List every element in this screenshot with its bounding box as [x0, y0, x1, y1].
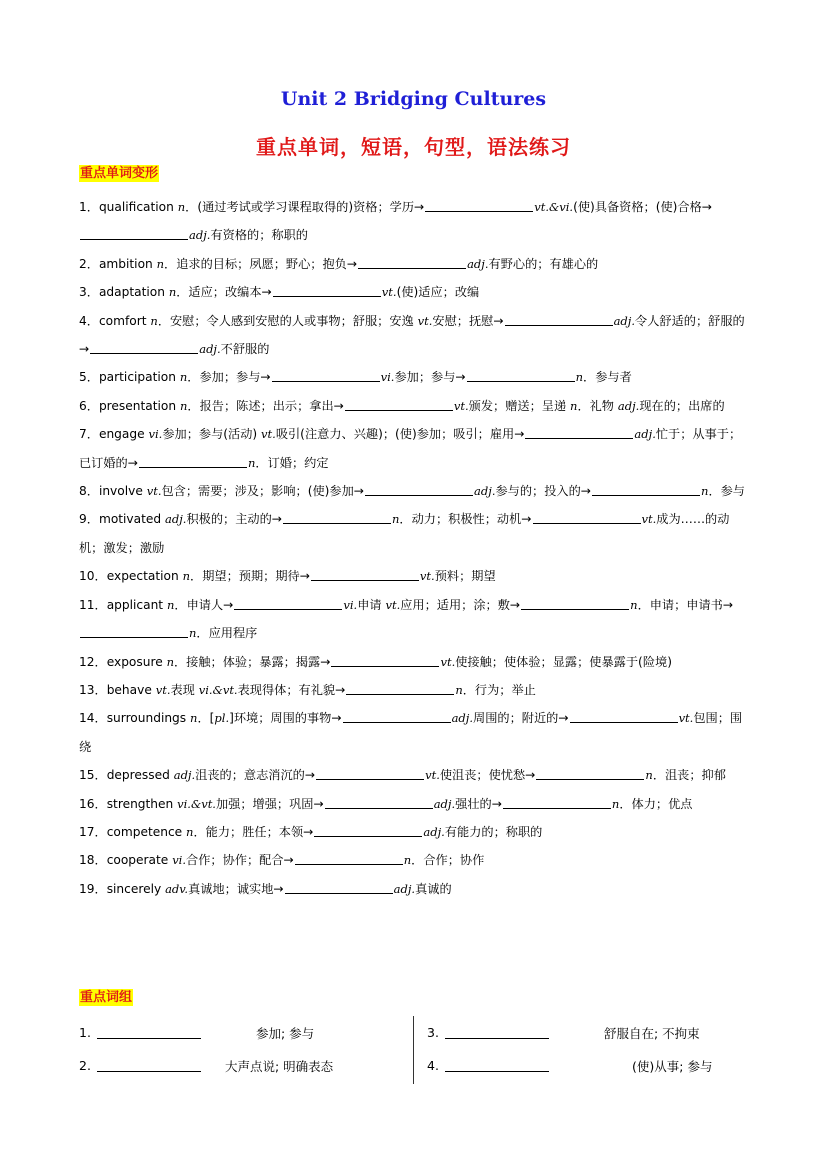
item-text: 参加；参与(活动) — [162, 427, 262, 442]
answer-blank[interactable] — [80, 226, 188, 240]
answer-blank[interactable] — [295, 851, 403, 865]
item-text: 不舒服的 — [220, 342, 270, 357]
item-text: 现在的；出席的 — [639, 398, 725, 413]
answer-blank[interactable] — [97, 1024, 201, 1039]
part-of-speech: vt.&vi. — [534, 200, 574, 214]
section-heading-phrases: 重点词组 — [80, 990, 133, 1005]
item-text: 11．applicant — [79, 597, 167, 612]
phrases-table — [79, 1016, 759, 1086]
part-of-speech: n — [701, 484, 709, 499]
part-of-speech: adj. — [173, 768, 196, 783]
part-of-speech: vi.&vt. — [177, 796, 216, 811]
part-of-speech: n — [570, 398, 578, 413]
phrase-item — [79, 1057, 334, 1074]
phrase-item — [427, 1057, 713, 1074]
item-text: 10．expectation — [79, 569, 183, 584]
answer-blank[interactable] — [316, 766, 424, 780]
answer-blank[interactable] — [592, 482, 700, 496]
answer-blank[interactable] — [345, 397, 453, 411]
item-text: 包含；需要；涉及；影响；(使)参加→ — [161, 484, 365, 499]
item-text: ．应用程序 — [196, 626, 258, 641]
answer-blank[interactable] — [536, 766, 644, 780]
item-text: ．体力；优点 — [619, 796, 693, 811]
item-text: ．订婚；约定 — [255, 455, 329, 470]
word-form-item — [79, 676, 751, 704]
answer-blank[interactable] — [285, 880, 393, 894]
word-form-item — [79, 875, 751, 903]
phrase-item — [79, 1024, 315, 1041]
answer-blank[interactable] — [505, 312, 613, 326]
item-text: ．期望；预期；期待→ — [190, 569, 310, 584]
item-text: 周围的；附近的→ — [473, 711, 569, 726]
part-of-speech: adj. — [199, 342, 221, 357]
word-form-item — [79, 818, 751, 846]
part-of-speech: n — [645, 768, 653, 783]
word-forms-list — [79, 193, 751, 903]
item-text: 吸引(注意力、兴趣)；(使)参加；吸引；雇用→ — [275, 427, 525, 442]
item-text: 6．presentation — [79, 398, 180, 413]
part-of-speech: n — [455, 682, 463, 697]
phrase-number: 3. — [427, 1025, 439, 1040]
answer-blank[interactable] — [234, 596, 342, 610]
word-form-item — [79, 193, 751, 250]
part-of-speech: n — [156, 256, 165, 271]
item-text: 申请 — [357, 597, 386, 612]
word-form-item — [79, 420, 751, 477]
item-text: 应用；适用；涂；敷→ — [400, 597, 521, 612]
part-of-speech: adv. — [165, 881, 189, 896]
item-text: 15．depressed — [79, 768, 174, 783]
item-text: ．参与者 — [583, 370, 632, 385]
word-form-item — [79, 562, 751, 590]
answer-blank[interactable] — [80, 624, 188, 638]
answer-blank[interactable] — [272, 368, 380, 382]
item-text: 强壮的→ — [455, 796, 502, 811]
part-of-speech: vt. — [417, 313, 433, 328]
item-text: ．合作；协作 — [411, 853, 485, 868]
part-of-speech: vt. — [385, 597, 401, 612]
part-of-speech: vi. — [380, 370, 395, 385]
item-text: 3．adaptation — [79, 285, 169, 300]
section-heading-word-forms: 重点单词变形 — [80, 166, 159, 181]
answer-blank[interactable] — [525, 425, 633, 439]
part-of-speech: vt. — [453, 398, 469, 413]
item-text: 忙于；从事于；已订婚的→ — [79, 427, 742, 470]
part-of-speech: vi.&vt. — [198, 682, 238, 697]
item-text: 使接触；使体验；显露；使暴露于(险境) — [455, 654, 672, 669]
phrase-meaning: 大声点说; 明确表态 — [225, 1059, 334, 1074]
item-text: ．能力；胜任；本领→ — [193, 824, 314, 839]
part-of-speech: adj. — [617, 398, 640, 413]
item-text: ．(通过考试或学习课程取得的)资格；学历→ — [185, 200, 425, 214]
part-of-speech: adj. — [451, 711, 474, 726]
part-of-speech: n — [186, 824, 194, 839]
item-text: 预料；期望 — [434, 569, 496, 584]
word-form-item — [79, 307, 751, 364]
answer-blank[interactable] — [467, 368, 575, 382]
item-text: ．报告；陈述；出示；拿出→ — [187, 398, 344, 413]
part-of-speech: n — [168, 285, 177, 300]
part-of-speech: n — [189, 626, 197, 641]
item-text: 加强；增强；巩固→ — [215, 796, 324, 811]
part-of-speech: n — [179, 398, 188, 413]
part-of-speech: vt. — [419, 569, 435, 584]
item-text: ．[ — [197, 711, 215, 726]
answer-blank[interactable] — [346, 681, 454, 695]
page-title: Unit 2 Bridging Cultures — [280, 88, 547, 110]
item-text: 真诚地；诚实地→ — [188, 881, 284, 896]
item-text: 表现得体；有礼貌→ — [237, 682, 346, 697]
part-of-speech: adj. — [423, 824, 445, 839]
answer-blank[interactable] — [358, 255, 466, 269]
item-text: 4．comfort — [79, 313, 151, 328]
answer-blank[interactable] — [97, 1057, 201, 1072]
word-form-item — [79, 278, 751, 306]
item-text: 参与的；投入的→ — [495, 484, 592, 499]
answer-blank[interactable] — [343, 709, 451, 723]
part-of-speech: vt. — [381, 285, 397, 300]
phrase-number: 1. — [79, 1025, 91, 1040]
item-text: 真诚的 — [415, 881, 452, 896]
part-of-speech: n — [403, 853, 412, 868]
part-of-speech: vi. — [172, 853, 187, 868]
item-text: ．参加；参与→ — [187, 370, 271, 385]
part-of-speech: adj. — [613, 313, 636, 328]
part-of-speech: n — [166, 597, 175, 612]
item-text: ．安慰；令人感到安慰的人或事物；舒服；安逸 — [157, 313, 418, 328]
part-of-speech: adj. — [474, 484, 496, 499]
part-of-speech: n — [392, 512, 400, 527]
phrase-meaning: 舒服自在; 不拘束 — [604, 1026, 700, 1041]
phrase-item — [427, 1024, 700, 1041]
part-of-speech: n — [150, 313, 158, 328]
answer-blank[interactable] — [314, 823, 422, 837]
answer-blank[interactable] — [283, 510, 391, 524]
word-form-item — [79, 591, 751, 648]
answer-blank[interactable] — [570, 709, 678, 723]
part-of-speech: vt. — [440, 654, 456, 669]
item-text: 5．participation — [79, 370, 180, 385]
item-text: ．追求的目标；夙愿；野心；抱负→ — [164, 256, 358, 271]
item-text: 积极的；主动的→ — [186, 512, 282, 527]
item-text: 16．strengthen — [79, 796, 178, 811]
answer-blank[interactable] — [445, 1057, 549, 1072]
part-of-speech: vt. — [678, 711, 694, 726]
part-of-speech: n — [179, 370, 188, 385]
item-text: 颁发；赠送；呈递 — [468, 398, 571, 413]
answer-blank[interactable] — [521, 596, 629, 610]
item-text: ．行为；举止 — [462, 682, 536, 697]
word-form-item — [79, 761, 751, 789]
answer-blank[interactable] — [90, 340, 198, 354]
item-text: 包围；围绕 — [79, 711, 743, 754]
answer-blank[interactable] — [425, 198, 533, 212]
part-of-speech: n — [190, 711, 198, 726]
answer-blank[interactable] — [445, 1024, 549, 1039]
item-text: 2．ambition — [79, 256, 157, 271]
part-of-speech: vt. — [425, 768, 440, 783]
item-text: 17．competence — [79, 824, 187, 839]
part-of-speech: adj. — [165, 512, 187, 527]
item-text: 13．behave — [79, 682, 156, 697]
item-text: 成为……的动机；激发；激励 — [79, 512, 730, 555]
part-of-speech: adj. — [433, 796, 456, 811]
part-of-speech: n — [182, 569, 191, 584]
item-text: 有资格的；称职的 — [210, 228, 308, 243]
item-text: ．礼物 — [577, 398, 618, 413]
part-of-speech: vt. — [641, 512, 657, 527]
item-text: 沮丧的；意志消沉的→ — [195, 768, 316, 783]
column-divider — [413, 1016, 414, 1084]
answer-blank[interactable] — [311, 567, 419, 581]
answer-blank[interactable] — [533, 510, 641, 524]
item-text: 1．qualification — [79, 200, 178, 214]
item-text: (使)具备资格；(使)合格→ — [573, 200, 713, 214]
item-text: 19．sincerely — [79, 881, 166, 896]
phrase-meaning: (使)从事; 参与 — [632, 1059, 713, 1074]
item-text: ．申请人→ — [174, 597, 234, 612]
word-form-item — [79, 648, 751, 676]
part-of-speech: n — [247, 455, 256, 470]
part-of-speech: adj. — [634, 427, 656, 442]
word-form-item — [79, 392, 751, 420]
item-text: (使)适应；改编 — [396, 285, 480, 300]
item-text: 9．motivated — [79, 512, 166, 527]
answer-blank[interactable] — [139, 454, 247, 468]
item-text: 有能力的；称职的 — [444, 824, 543, 839]
item-text: 18．cooperate — [79, 853, 173, 868]
word-form-item — [79, 505, 751, 562]
item-text: 表现 — [170, 682, 199, 697]
part-of-speech: n — [166, 654, 174, 669]
phrase-number: 4. — [427, 1058, 439, 1073]
part-of-speech: vt. — [155, 682, 171, 697]
part-of-speech: adj. — [189, 228, 211, 243]
item-text: 令人舒适的；舒服的→ — [79, 313, 745, 357]
word-form-item — [79, 363, 751, 391]
answer-blank[interactable] — [325, 795, 433, 809]
item-text: 8．involve — [79, 484, 147, 499]
part-of-speech: vt. — [261, 427, 276, 442]
item-text: ．接触；体验；暴露；揭露→ — [174, 654, 331, 669]
item-text: 有野心的；有雄心的 — [488, 256, 599, 271]
item-text: ．申请；申请书→ — [637, 597, 734, 612]
item-text: 参加；参与→ — [394, 370, 466, 385]
item-text: 7．engage — [79, 427, 149, 442]
page-subtitle: 重点单词，短语，句型，语法练习 — [256, 135, 571, 159]
item-text: ]环境；周围的事物→ — [229, 711, 342, 726]
part-of-speech: n — [611, 796, 620, 811]
answer-blank[interactable] — [331, 653, 439, 667]
answer-blank[interactable] — [503, 795, 611, 809]
answer-blank[interactable] — [365, 482, 473, 496]
item-text: 安慰；抚慰→ — [432, 313, 504, 328]
part-of-speech: vi. — [148, 427, 163, 442]
phrase-meaning: 参加; 参与 — [256, 1026, 315, 1041]
part-of-speech: n — [630, 597, 638, 612]
part-of-speech: vi. — [343, 597, 358, 612]
item-text: 14．surroundings — [79, 711, 191, 726]
item-text: ．沮丧；抑郁 — [652, 768, 726, 783]
part-of-speech: adj. — [393, 881, 416, 896]
item-text: ．参与 — [708, 484, 745, 499]
item-text: ．动力；积极性；动机→ — [399, 512, 532, 527]
word-form-item — [79, 477, 751, 505]
part-of-speech: pl. — [214, 711, 230, 726]
word-form-item — [79, 790, 751, 818]
part-of-speech: adj. — [467, 256, 489, 271]
item-text: 12．exposure — [79, 654, 167, 669]
part-of-speech: vt. — [146, 484, 162, 499]
word-form-item — [79, 250, 751, 278]
item-text: 合作；协作；配合→ — [186, 853, 294, 868]
part-of-speech: n — [575, 370, 584, 385]
item-text: 使沮丧；使忧愁→ — [439, 768, 536, 783]
answer-blank[interactable] — [273, 283, 381, 297]
part-of-speech: n — [177, 200, 186, 214]
item-text: ．适应；改编本→ — [176, 285, 272, 300]
word-form-item — [79, 846, 751, 874]
word-form-item — [79, 704, 751, 761]
phrase-number: 2. — [79, 1058, 91, 1073]
